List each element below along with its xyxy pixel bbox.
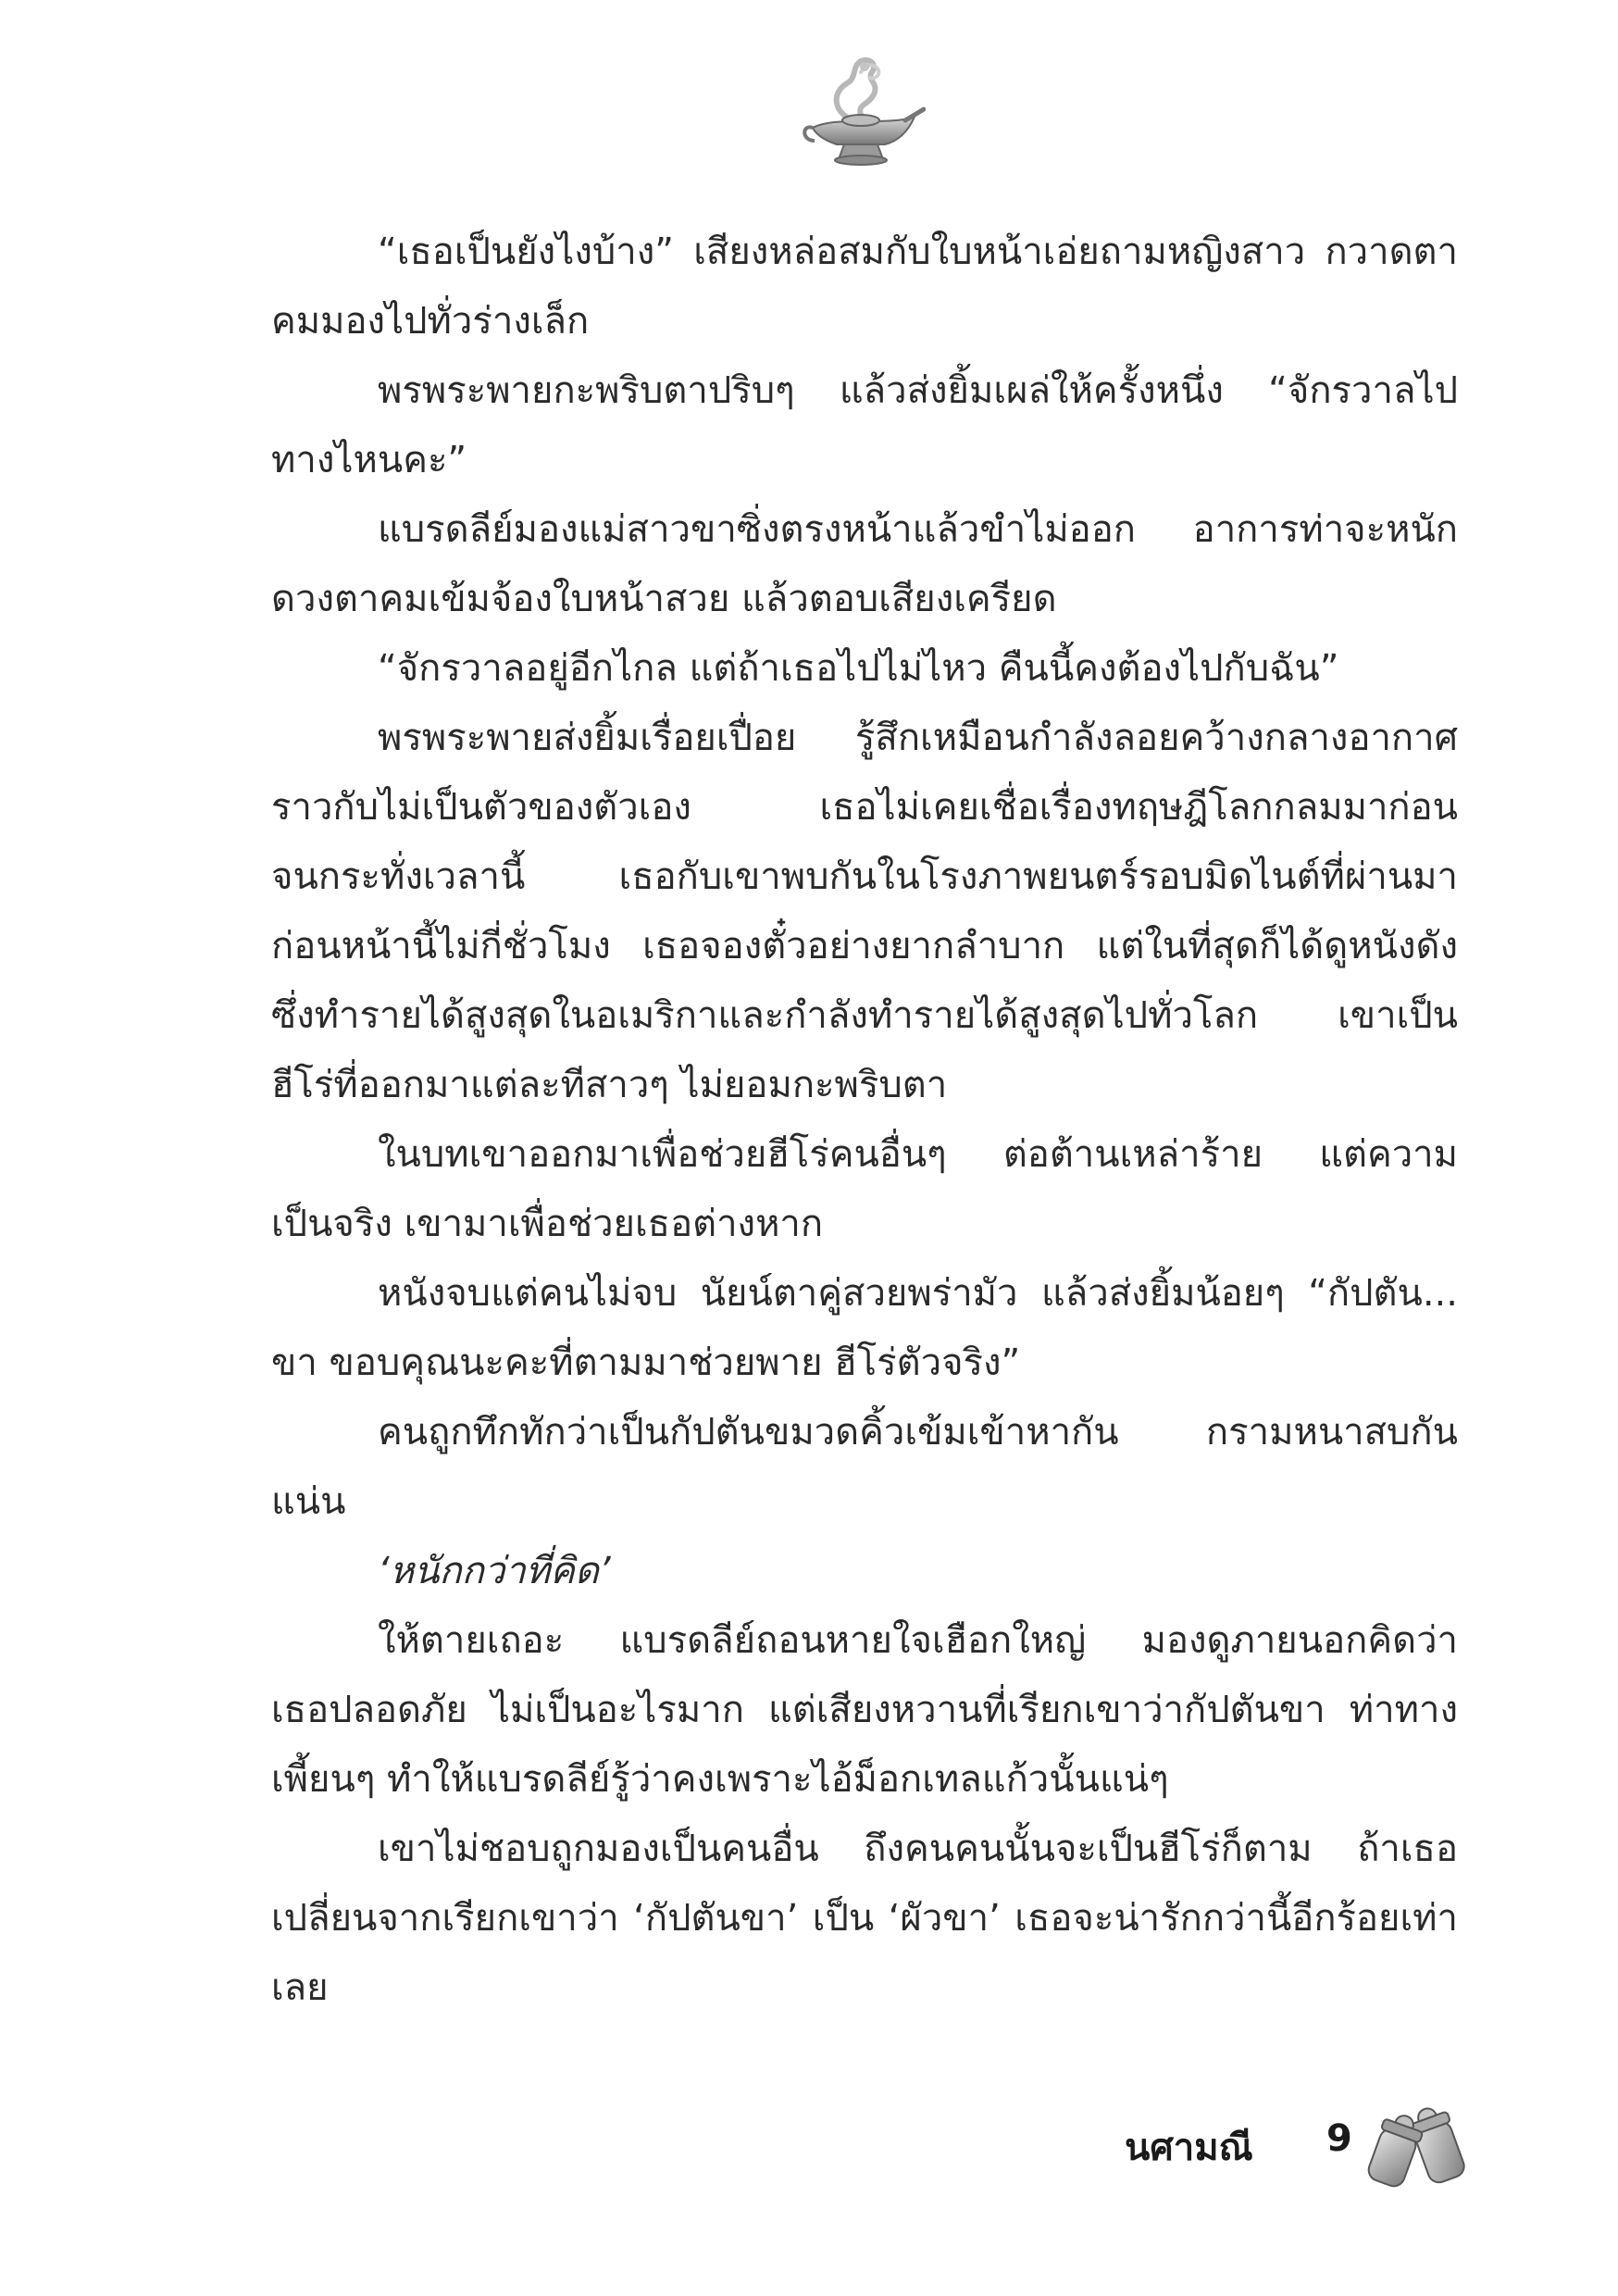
paragraph-line: เพี้ยนๆ ทำให้แบรดลีย์รู้ว่าคงเพราะไอ้ม็อกเทลแก้วนั้นแน่ๆ (271, 1758, 1169, 1801)
paragraph-line: ให้ตายเถอะ แบรดลีย์ถอนหายใจเฮือกใหญ่ มองดูภายนอกคิดว่า (378, 1619, 1458, 1662)
paragraph-line: หนังจบแต่คนไม่จบ นัยน์ตาคู่สวยพร่ามัว แล้วส่งยิ้มน้อยๆ “กัปตัน... (378, 1272, 1458, 1315)
paragraph-line: “เธอเป็นยังไงบ้าง” เสียงหล่อสมกับใบหน้าเอ่ยถามหญิงสาว กวาดตา (378, 231, 1458, 273)
paragraph-line: ขา ขอบคุณนะคะที่ตามมาช่วยพาย ฮีโร่ตัวจริง” (271, 1341, 1021, 1384)
paragraph-line: “จักรวาลอยู่อีกไกล แต่ถ้าเธอไปไม่ไหว คืนนี้คงต้องไปกับฉัน” (378, 647, 1339, 690)
paragraph-line: ราวกับไม่เป็นตัวของตัวเอง เธอไม่เคยเชื่อเรื่องทฤษฎีโลกกลมมาก่อน (271, 786, 1458, 829)
paragraph-line: พรพระพายกะพริบตาปริบๆ แล้วส่งยิ้มเผล่ให้ครั้งหนึ่ง “จักรวาลไป (378, 369, 1458, 412)
paragraph-line: จนกระทั่งเวลานี้ เธอกับเขาพบกันในโรงภาพยนตร์รอบมิดไนต์ที่ผ่านมา (271, 855, 1458, 898)
paragraph-line: เขาไม่ชอบถูกมองเป็นคนอื่น ถึงคนคนนั้นจะเป็นฮีโร่ก็ตาม ถ้าเธอ (378, 1828, 1458, 1870)
paragraph-line: ซึ่งทำรายได้สูงสุดในอเมริกาและกำลังทำรายได้สูงสุดไปทั่วโลก เขาเป็น (271, 994, 1458, 1037)
paragraph-line: ทางไหนคะ” (271, 439, 467, 481)
paragraph-line: เธอปลอดภัย ไม่เป็นอะไรมาก แต่เสียงหวานที่เรียกเขาว่ากัปตันขา ท่าทาง (271, 1689, 1458, 1731)
paragraph-line: ดวงตาคมเข้มจ้องใบหน้าสวย แล้วตอบเสียงเครียด (271, 578, 1057, 620)
paragraph-line: ฮีโร่ที่ออกมาแต่ละทีสาวๆ ไม่ยอมกะพริบตา (271, 1064, 948, 1106)
baby-bottles-icon (1361, 2097, 1472, 2190)
paragraph-line: พรพระพายส่งยิ้มเรื่อยเปื่อย รู้สึกเหมือนกำลังลอยคว้างกลางอากาศ (378, 717, 1458, 759)
paragraph-line: แบรดลีย์มองแม่สาวขาซิ่งตรงหน้าแล้วขำไม่ออก อาการท่าจะหนัก (378, 508, 1458, 551)
page-footer (1125, 2097, 1476, 2190)
author-name: นศามณี (1125, 2127, 1253, 2169)
chapter-body-text (271, 218, 1458, 2023)
paragraph-line: ในบทเขาออกมาเพื่อช่วยฮีโร่คนอื่นๆ ต่อต้านเหล่าร้าย แต่ความ (378, 1133, 1458, 1176)
paragraph-line: คมมองไปทั่วร่างเล็ก (271, 300, 590, 343)
paragraph-line: แน่น (271, 1480, 346, 1523)
paragraph-line: ‘หนักกว่าที่คิด’ (378, 1550, 611, 1592)
paragraph-line: คนถูกทึกทักว่าเป็นกัปตันขมวดคิ้วเข้มเข้าหากัน กรามหนาสบกัน (378, 1411, 1458, 1454)
page-number: 9 (1326, 2117, 1352, 2160)
paragraph-line: เปลี่ยนจากเรียกเขาว่า ‘กัปตันขา’ เป็น ‘ผัวขา’ เธอจะน่ารักกว่านี้อีกร้อยเท่า (271, 1897, 1458, 1940)
paragraph-line: เป็นจริง เขามาเพื่อช่วยเธอต่างหาก (271, 1203, 824, 1245)
paragraph-line: ก่อนหน้านี้ไม่กี่ชั่วโมง เธอจองตั๋วอย่างยากลำบาก แต่ในที่สุดก็ได้ดูหนังดัง (271, 925, 1458, 967)
magic-lamp-genie-icon (796, 56, 926, 171)
paragraph-line: เลย (271, 1966, 329, 2009)
